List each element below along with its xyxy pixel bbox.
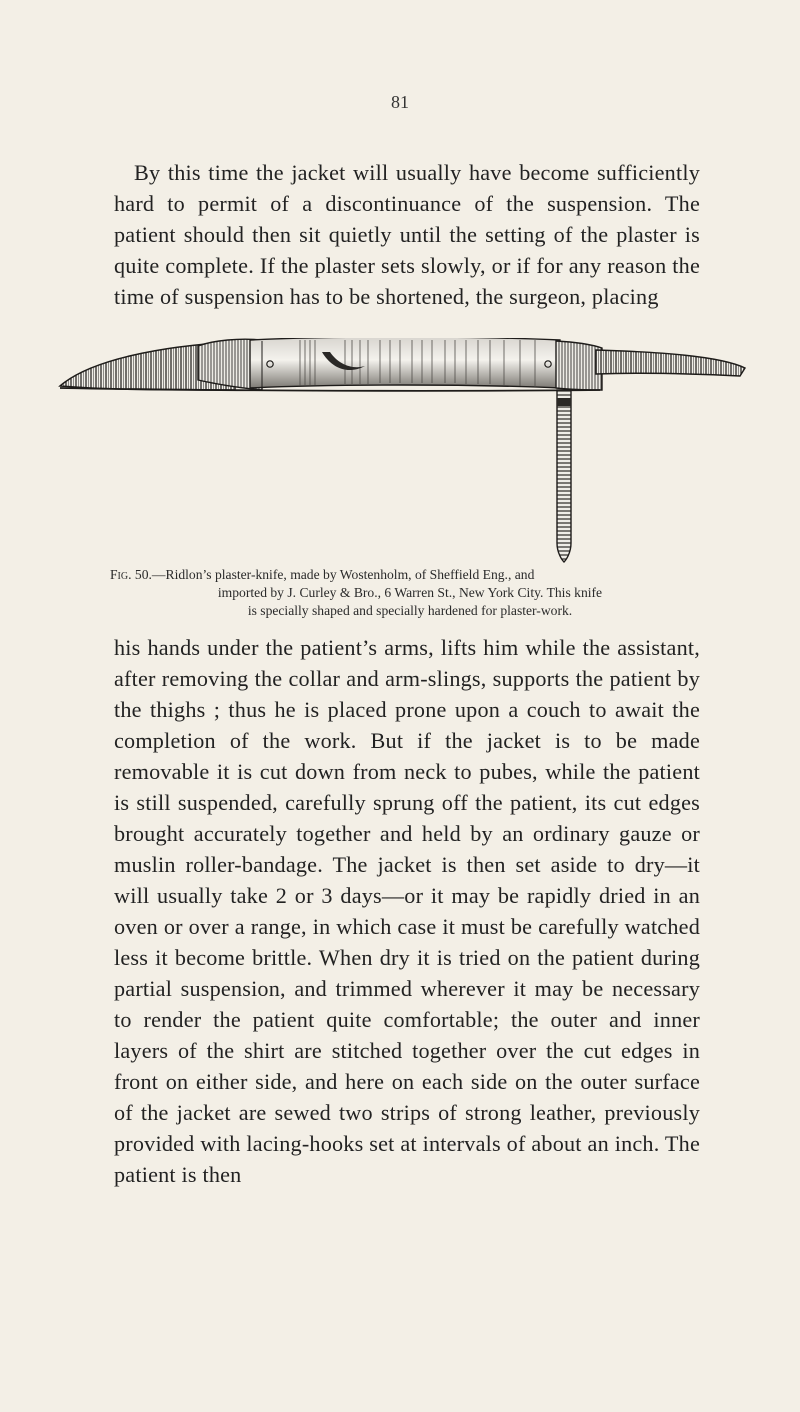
plaster-knife-illustration — [0, 338, 800, 563]
figure-caption — [110, 566, 710, 620]
plaster-knife-figure — [0, 338, 800, 558]
caption-text-1: —Ridlon’s plaster-knife, made by Wostenholm, of Sheffield Eng., and — [151, 567, 535, 582]
caption-line-1 — [110, 566, 710, 584]
caption-line-3: is specially shaped and specially hardened for plaster-work. — [247, 603, 573, 618]
caption-line-2: imported by J. Curley & Bro., 6 Warren St., New York City. This knife — [217, 585, 603, 600]
paragraph-bottom: his hands under the patient’s arms, lifts him while the assistant, after removing the collar and arm-slings, supports the patient by the thighs ; thus he is placed prone upon a couch to await the completion of the work. But if the jacket is to be made removable it is cut down from neck to pubes, while the patient is still suspended, carefully sprung off the patient, its cut edges brought accurately together and held by an ordinary gauze or muslin roller-bandage. The jacket is then set aside to dry—it will usually take 2 or 3 days—or it may be rapidly dried in an oven or over a range, in which case it must be carefully watched less it become brittle. When dry it is tried on the patient during partial suspension, and trimmed wherever it may be necessary to render the patient quite comfortable; the outer and inner layers of the shirt are stitched together over the cut edges in front on either side, and here on each side on the outer surface of the jacket are sewed two strips of strong leather, previously provided with lacing-hooks set at intervals of about an inch. The patient is then — [114, 635, 700, 1187]
page-number: 81 — [391, 92, 409, 112]
figure-label: Fig. 50. — [110, 567, 152, 582]
paragraph-top: By this time the jacket will usually have become sufficiently hard to permit of a discontinuance of the suspension. The patient should then sit quietly until the setting of the plaster is quite complete. If the plaster sets slowly, or if for any reason the time of suspension has to be shortened, the surgeon, placing — [114, 160, 700, 309]
